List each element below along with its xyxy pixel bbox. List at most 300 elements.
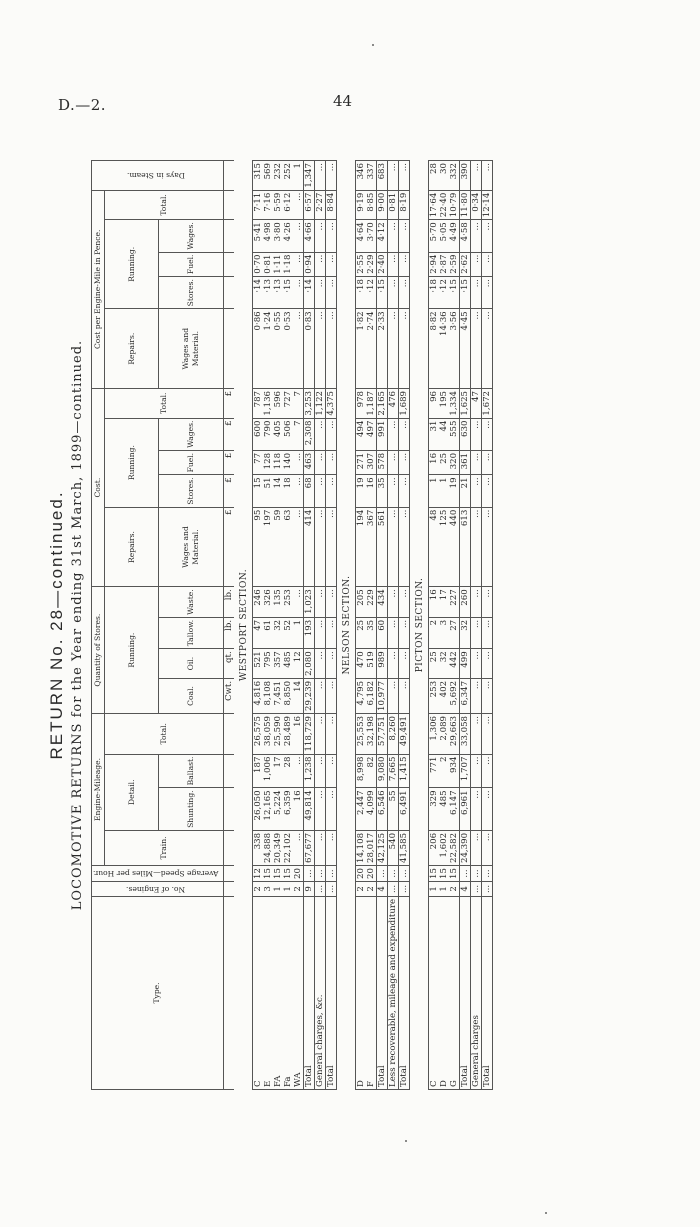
table-cell: 51 — [263, 475, 273, 507]
table-cell: 7·11 — [252, 190, 263, 220]
table-cell: 14 — [273, 475, 283, 507]
table-cell: ... — [481, 788, 492, 831]
table-cell: 41,585 — [398, 830, 409, 865]
table-cell: 361 — [459, 450, 470, 475]
table-cell: 771 — [428, 754, 439, 788]
table-cell: 2,447 — [355, 788, 366, 831]
table-cell: 442 — [449, 649, 460, 679]
table-cell: ... — [293, 277, 304, 309]
table-cell: ... — [470, 881, 481, 896]
table-cell: ... — [387, 649, 398, 679]
table-cell: 1,602 — [439, 830, 449, 865]
table-cell: Total — [303, 896, 314, 1089]
table-cell: 260 — [459, 587, 470, 618]
table-cell: 0·81 — [263, 252, 273, 277]
group-stores-qty: Quantity of Stores. — [92, 587, 105, 714]
table-cell: 8·19 — [398, 190, 409, 220]
table-cell: 2·59 — [449, 252, 460, 277]
speck — [372, 44, 374, 46]
table-cell: 357 — [273, 649, 283, 679]
table-cell: 17 — [439, 587, 449, 618]
table-cell: 31 — [428, 418, 439, 450]
table-cell: ... — [314, 309, 325, 389]
table-cell: 14·36 — [439, 309, 449, 389]
table-cell: ... — [481, 507, 492, 587]
table-cell: ·15 — [449, 277, 460, 309]
table-cell: ... — [325, 830, 336, 865]
table-cell: 596 — [273, 388, 283, 418]
group-stores-running: Running. — [105, 587, 159, 714]
total-row — [387, 161, 398, 1090]
table-cell: ... — [325, 754, 336, 788]
table-cell: 1 — [283, 881, 293, 896]
table-cell: 337 — [366, 161, 377, 191]
table-cell: ... — [398, 252, 409, 277]
table-row — [428, 161, 439, 1090]
table-cell: 727 — [283, 388, 293, 418]
table-cell: 2·33 — [376, 309, 387, 389]
table-cell: 434 — [376, 587, 387, 618]
table-cell: 402 — [439, 678, 449, 713]
table-cell: 683 — [376, 161, 387, 191]
table-cell: WA — [293, 896, 304, 1089]
table-cell: 15 — [252, 475, 263, 507]
col-train: Train. — [105, 830, 224, 865]
table-cell: 600 — [252, 418, 263, 450]
table-cell: 2·74 — [366, 309, 377, 389]
table-cell: ... — [325, 277, 336, 309]
table-cell: D — [355, 896, 366, 1089]
table-cell: 8,260 — [387, 713, 398, 754]
table-cell: F — [366, 896, 377, 1089]
table-cell: ... — [470, 252, 481, 277]
table-cell: 1 — [428, 881, 439, 896]
table-cell: ... — [325, 507, 336, 587]
table-cell: 8,850 — [283, 678, 293, 713]
table-cell: 16 — [293, 713, 304, 754]
table-cell: ·15 — [459, 277, 470, 309]
table-cell: 61 — [263, 617, 273, 648]
table-row — [263, 161, 273, 1090]
table-cell: 15 — [283, 866, 293, 882]
table-cell: 1,625 — [459, 388, 470, 418]
table-cell: 32 — [273, 617, 283, 648]
table-cell: 4 — [376, 881, 387, 896]
table-cell: 4·45 — [459, 309, 470, 389]
table-cell: D — [439, 896, 449, 1089]
table-cell: ... — [387, 309, 398, 389]
table-cell: 194 — [355, 507, 366, 587]
table-cell: Total — [481, 896, 492, 1089]
table-cell: 9·00 — [376, 190, 387, 220]
table-cell: 227 — [449, 587, 460, 618]
table-cell: 578 — [376, 450, 387, 475]
table-cell: 3 — [439, 617, 449, 648]
total-row — [303, 161, 314, 1090]
table-cell: 6,182 — [366, 678, 377, 713]
table-cell: 2·40 — [376, 252, 387, 277]
table-row — [439, 161, 449, 1090]
table-cell: 2,165 — [376, 388, 387, 418]
table-cell: 12 — [293, 649, 304, 679]
table-cell: 206 — [428, 830, 439, 865]
table-cell: 6·57 — [303, 190, 314, 220]
table-cell: 3·70 — [366, 220, 377, 252]
table-cell: ... — [398, 161, 409, 191]
table-cell: ... — [470, 161, 481, 191]
table-cell: ... — [387, 507, 398, 587]
table-cell: 5·05 — [439, 220, 449, 252]
table-cell: 15 — [273, 866, 283, 882]
table-cell: 1,415 — [398, 754, 409, 788]
table-cell: 540 — [387, 830, 398, 865]
section-heading: WESTPORT SECTION. — [238, 568, 249, 682]
table-cell: ... — [470, 617, 481, 648]
table-cell: ... — [314, 649, 325, 679]
table-cell: 4 — [459, 881, 470, 896]
table-cell: ... — [387, 252, 398, 277]
table-cell: 252 — [283, 161, 293, 191]
col-type: Type. — [92, 896, 224, 1089]
table-cell: 0·86 — [252, 309, 263, 389]
table-cell: ·14 — [252, 277, 263, 309]
table-cell: 613 — [459, 507, 470, 587]
col-cost-total: Total. — [105, 388, 224, 418]
table-cell: ... — [325, 678, 336, 713]
col-no-engines: No. of Engines. — [92, 881, 224, 896]
table-cell: 15 — [439, 866, 449, 882]
total-row — [459, 161, 470, 1090]
table-cell: 991 — [376, 418, 387, 450]
table-cell: 1·24 — [263, 309, 273, 389]
table-cell: ... — [293, 587, 304, 618]
table-cell: 16 — [366, 475, 377, 507]
col-pence-fuel: Fuel. — [159, 252, 223, 277]
table-cell: 485 — [283, 649, 293, 679]
table-cell: 16 — [428, 587, 439, 618]
table-cell: 1,122 — [314, 388, 325, 418]
table-cell: 2,080 — [303, 649, 314, 679]
table-cell: ... — [398, 450, 409, 475]
table-cell: 271 — [355, 450, 366, 475]
table-cell: ... — [481, 475, 492, 507]
table-cell: 29,663 — [449, 713, 460, 754]
table-cell: 4,099 — [366, 788, 377, 831]
table-cell: ·12 — [439, 277, 449, 309]
table-cell: 118,729 — [303, 713, 314, 754]
table-cell: 6,961 — [459, 788, 470, 831]
table-cell: Less recoverable, mileage and expenditure — [387, 896, 398, 1089]
table-cell: 25,553 — [355, 713, 366, 754]
group-cost-running: Running. — [105, 418, 159, 507]
table-cell: 506 — [283, 418, 293, 450]
table-cell: 3·80 — [273, 220, 283, 252]
group-cost: Cost. — [92, 388, 105, 586]
table-cell: 19 — [449, 475, 460, 507]
table-cell: 15 — [263, 866, 273, 882]
table-cell: 187 — [252, 754, 263, 788]
table-cell: 21 — [459, 475, 470, 507]
table-cell: 978 — [355, 388, 366, 418]
table-cell: 2·87 — [439, 252, 449, 277]
table-cell: ... — [481, 881, 492, 896]
table-cell: 4·12 — [376, 220, 387, 252]
table-cell: ... — [314, 788, 325, 831]
table-cell: 790 — [263, 418, 273, 450]
table-cell: 28 — [283, 754, 293, 788]
table-cell: ... — [387, 220, 398, 252]
table-cell: ... — [387, 161, 398, 191]
table-cell: 22·40 — [439, 190, 449, 220]
table-cell: 0·34 — [470, 190, 481, 220]
table-cell: ... — [470, 507, 481, 587]
table-cell: ... — [314, 587, 325, 618]
table-cell: ... — [470, 866, 481, 882]
table-cell: 22,102 — [283, 830, 293, 865]
table-cell: ... — [387, 678, 398, 713]
table-cell: 195 — [439, 388, 449, 418]
table-cell: ·18 — [428, 277, 439, 309]
table-cell: 5,224 — [273, 788, 283, 831]
section-heading: NELSON SECTION. — [341, 575, 352, 675]
table-cell: 14,108 — [355, 830, 366, 865]
table-cell: 1,306 — [428, 713, 439, 754]
table-cell: E — [263, 896, 273, 1089]
table-cell: 32,198 — [366, 713, 377, 754]
table-cell: 18 — [283, 475, 293, 507]
total-row — [314, 161, 325, 1090]
table-cell: 405 — [273, 418, 283, 450]
section-heading-row — [336, 161, 355, 1090]
table-cell: 20,349 — [273, 830, 283, 865]
rotated-table-area — [45, 160, 665, 1090]
table-cell: 125 — [439, 507, 449, 587]
table-cell: 390 — [459, 161, 470, 191]
table-cell: ... — [398, 507, 409, 587]
table-cell: 26,575 — [252, 713, 263, 754]
table-cell: ... — [470, 754, 481, 788]
table-cell: 463 — [303, 450, 314, 475]
table-cell: ... — [481, 587, 492, 618]
table-cell: 0·94 — [303, 252, 314, 277]
table-row — [449, 161, 460, 1090]
table-cell: 6,359 — [283, 788, 293, 831]
table-cell: 470 — [355, 649, 366, 679]
table-cell: ... — [470, 277, 481, 309]
table-cell: ... — [481, 277, 492, 309]
return-subtitle: LOCOMOTIVE RETURNS for the Year ending 31st March, 1899—continued. — [70, 339, 85, 911]
table-cell: 414 — [303, 507, 314, 587]
col-cost-wages-mat: Wages and Material. — [159, 507, 223, 587]
table-cell: ... — [314, 881, 325, 896]
table-cell: 38,059 — [263, 713, 273, 754]
table-cell: 128 — [263, 450, 273, 475]
table-row — [366, 161, 377, 1090]
table-cell: ·13 — [273, 277, 283, 309]
table-cell: 787 — [252, 388, 263, 418]
table-cell: ... — [398, 881, 409, 896]
table-cell: ... — [398, 866, 409, 882]
table-cell: ... — [325, 161, 336, 191]
table-cell: 1 — [428, 475, 439, 507]
table-cell: ... — [314, 450, 325, 475]
table-cell: 3 — [263, 881, 273, 896]
table-cell: 320 — [449, 450, 460, 475]
table-cell: 2,308 — [303, 418, 314, 450]
table-cell: 25 — [355, 617, 366, 648]
table-cell: ... — [314, 754, 325, 788]
table-cell: 346 — [355, 161, 366, 191]
table-cell: 1 — [273, 881, 283, 896]
table-cell: 1,689 — [398, 388, 409, 418]
table-cell: C — [428, 896, 439, 1089]
table-cell: 28 — [428, 161, 439, 191]
table-cell: 12 — [252, 866, 263, 882]
table-cell: ... — [481, 161, 492, 191]
table-cell: ... — [325, 713, 336, 754]
table-cell: ... — [314, 252, 325, 277]
table-cell: 19 — [355, 475, 366, 507]
table-cell: ... — [398, 649, 409, 679]
col-oil: Oil. — [159, 649, 223, 679]
table-cell: 42,125 — [376, 830, 387, 865]
page-number: 44 — [333, 92, 353, 110]
table-cell: 95 — [252, 507, 263, 587]
table-cell: 9·19 — [355, 190, 366, 220]
table-cell: 8·85 — [366, 190, 377, 220]
table-cell: ... — [293, 475, 304, 507]
col-tallow: Tallow. — [159, 617, 223, 648]
table-cell: 315 — [252, 161, 263, 191]
table-cell: 367 — [366, 507, 377, 587]
table-cell: ... — [387, 418, 398, 450]
table-cell: 7 — [293, 418, 304, 450]
table-cell: 32 — [439, 649, 449, 679]
table-cell: 253 — [428, 678, 439, 713]
table-cell: C — [252, 896, 263, 1089]
table-cell: 10,977 — [376, 678, 387, 713]
table-cell: 49,491 — [398, 713, 409, 754]
table-cell: 1,347 — [303, 161, 314, 191]
table-cell: Total — [325, 896, 336, 1089]
table-cell: 499 — [459, 649, 470, 679]
table-cell: 20 — [355, 866, 366, 882]
table-cell: ... — [314, 678, 325, 713]
table-cell: ... — [481, 866, 492, 882]
table-cell: ... — [325, 587, 336, 618]
table-cell: ... — [481, 252, 492, 277]
table-cell: 57,751 — [376, 713, 387, 754]
table-cell: 24,390 — [459, 830, 470, 865]
table-cell: ... — [293, 754, 304, 788]
table-cell: 521 — [252, 649, 263, 679]
col-cost-wages: Wages. — [159, 418, 223, 450]
table-cell: 35 — [376, 475, 387, 507]
group-cost-per-mile: Cost per Engine-Mile in Pence. — [92, 190, 105, 388]
table-cell: 3·56 — [449, 309, 460, 389]
group-cost-repairs: Repairs. — [105, 507, 159, 587]
table-cell: ... — [481, 678, 492, 713]
table-cell: ... — [470, 220, 481, 252]
table-cell: 49,814 — [303, 788, 314, 831]
table-cell: 332 — [449, 161, 460, 191]
table-cell: 5·59 — [273, 190, 283, 220]
table-cell: ... — [325, 418, 336, 450]
table-cell: 5·41 — [252, 220, 263, 252]
table-cell: 4·64 — [355, 220, 366, 252]
table-cell: 338 — [252, 830, 263, 865]
col-cost-fuel: Fuel. — [159, 450, 223, 475]
table-cell: 135 — [273, 587, 283, 618]
table-cell: Total — [376, 896, 387, 1089]
table-cell: 28,017 — [366, 830, 377, 865]
table-cell: ... — [387, 450, 398, 475]
units-row: Cwt. qt. lb. lb. £ £ £ £ £ — [223, 161, 234, 1090]
table-cell: 4,816 — [252, 678, 263, 713]
table-cell: 1,334 — [449, 388, 460, 418]
table-cell: ... — [314, 830, 325, 865]
table-cell: 0·53 — [283, 309, 293, 389]
table-cell: 4,795 — [355, 678, 366, 713]
table-cell: 989 — [376, 649, 387, 679]
table-cell: ... — [293, 220, 304, 252]
table-cell: 25 — [439, 450, 449, 475]
total-row — [376, 161, 387, 1090]
table-cell: 494 — [355, 418, 366, 450]
table-cell: ... — [325, 475, 336, 507]
col-coal: Coal. — [159, 678, 223, 713]
table-cell: 47 — [252, 617, 263, 648]
table-cell: ... — [325, 881, 336, 896]
table-cell: 7 — [293, 388, 304, 418]
table-cell: 205 — [355, 587, 366, 618]
table-cell: 16 — [428, 450, 439, 475]
col-pence-stores: Stores. — [159, 277, 223, 309]
table-cell: ... — [387, 866, 398, 882]
table-cell: 2·94 — [428, 252, 439, 277]
table-cell: 6,147 — [449, 788, 460, 831]
table-cell: 1,672 — [481, 388, 492, 418]
table-cell: 2 — [355, 881, 366, 896]
table-cell: 4·66 — [303, 220, 314, 252]
table-cell: 8,108 — [263, 678, 273, 713]
table-cell: 48 — [428, 507, 439, 587]
col-ballast: Ballast. — [159, 754, 223, 788]
table-cell: ... — [470, 587, 481, 618]
table-cell: 1,238 — [303, 754, 314, 788]
table-cell: 44 — [439, 418, 449, 450]
table-cell: General charges, &c. — [314, 896, 325, 1089]
table-cell: 569 — [263, 161, 273, 191]
table-cell: 9,080 — [376, 754, 387, 788]
table-cell: ·18 — [355, 277, 366, 309]
table-cell: ... — [481, 450, 492, 475]
table-cell: ... — [387, 475, 398, 507]
table-cell: 22,582 — [449, 830, 460, 865]
table-cell: 15 — [449, 866, 460, 882]
table-cell: 440 — [449, 507, 460, 587]
table-cell: 1·11 — [273, 252, 283, 277]
group-pence-running: Running. — [105, 220, 159, 309]
table-cell: ... — [314, 277, 325, 309]
table-cell: 5,692 — [449, 678, 460, 713]
table-cell: 2 — [293, 881, 304, 896]
table-cell: 26,050 — [252, 788, 263, 831]
table-cell: ... — [470, 418, 481, 450]
table-cell: 2 — [428, 617, 439, 648]
table-row — [273, 161, 283, 1090]
table-row — [252, 161, 263, 1090]
